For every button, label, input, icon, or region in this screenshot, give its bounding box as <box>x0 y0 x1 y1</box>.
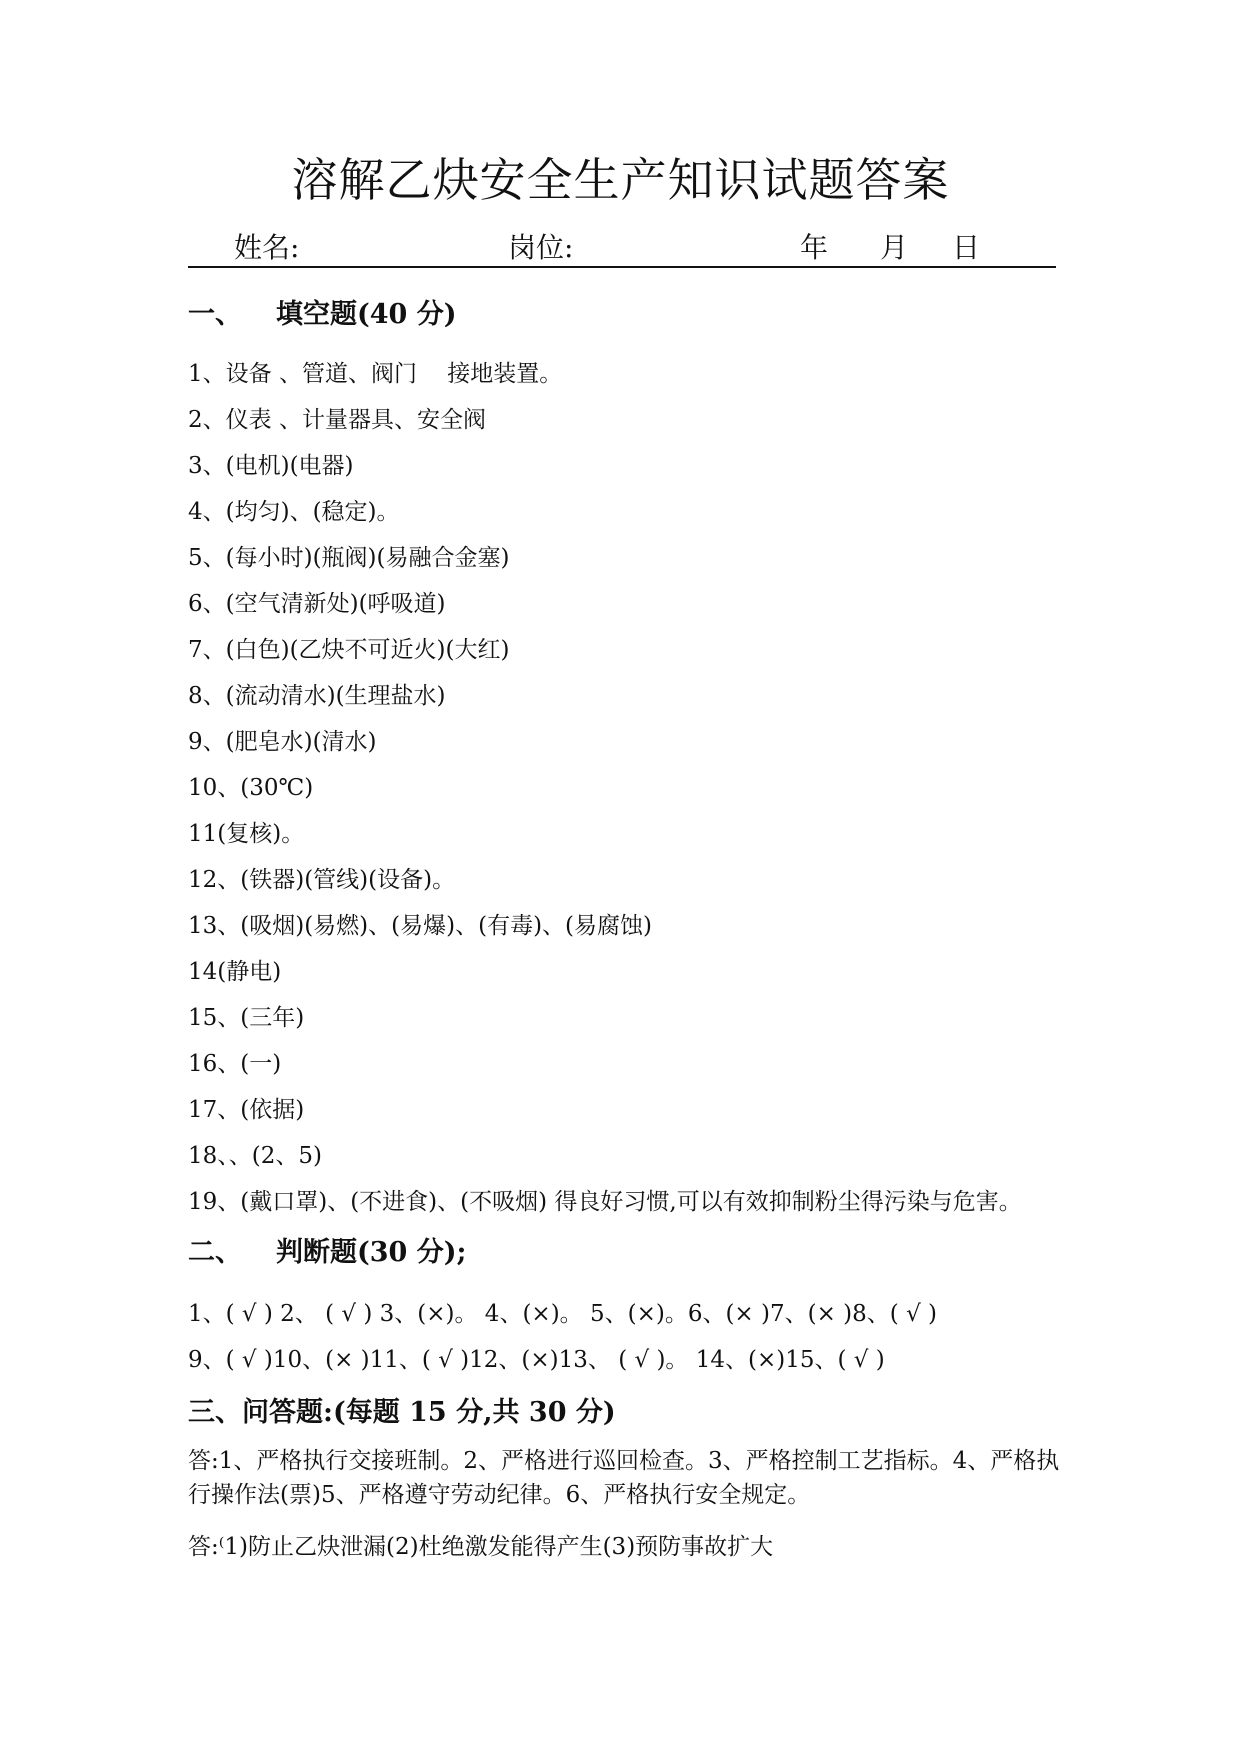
section2-heading <box>188 1236 467 1270</box>
list-item: 13、(吸烟)(易燃)、(易爆)、(有毒)、(易腐蚀) <box>188 913 652 939</box>
judgment-line: 9、( √ )10、(× )11、( √ )12、(×)13、 ( √ )。 14、(×)15、( √ ) <box>188 1347 885 1373</box>
section1-number: 一、 <box>188 299 242 330</box>
list-item: 12、(铁器)(管线)(设备)。 <box>188 867 456 893</box>
list-item: 19、(戴口罩)、(不进食)、(不吸烟) 得良好习惯,可以有效抑制粉尘得污染与危害。 <box>188 1189 1022 1215</box>
list-item: 7、(白色)(乙炔不可近火)(大红) <box>188 637 510 663</box>
info-line <box>188 232 1056 268</box>
list-item: 16、(一) <box>188 1051 282 1077</box>
list-item: 8、(流动清水)(生理盐水) <box>188 683 446 709</box>
page-title: 溶解乙炔安全生产知识试题答案 <box>291 153 950 207</box>
list-item: 17、(依据) <box>188 1097 305 1123</box>
section1-title: 填空题(40 分) <box>276 299 457 330</box>
list-item: 5、(每小时)(瓶阀)(易融合金塞) <box>188 545 510 571</box>
day-label: 日 <box>952 231 981 264</box>
list-item: 11(复核)。 <box>188 821 305 847</box>
list-item: 15、(三年) <box>188 1005 305 1031</box>
list-item: 4、(均匀)、(稳定)。 <box>188 499 400 525</box>
year-label: 年 <box>800 231 829 264</box>
list-item: 10、(30℃) <box>188 775 314 801</box>
section2-number: 二、 <box>188 1237 242 1268</box>
list-item: 3、(电机)(电器) <box>188 453 354 479</box>
judgment-line: 1、( √ ) 2、 ( √ ) 3、(×)。 4、(×)。 5、(×)。6、(× )7、(× )8、( √ ) <box>188 1301 938 1327</box>
list-item: 14(静电) <box>188 959 282 985</box>
answer-paragraph: 答:⁽1)防止乙炔泄漏(2)杜绝激发能得产生(3)预防事故扩大 <box>188 1534 774 1560</box>
name-label: 姓名: <box>234 231 300 264</box>
position-label: 岗位: <box>508 231 574 264</box>
list-item: 2、仪表 、计量器具、安全阀 <box>188 407 486 433</box>
answer-paragraph: 答:1、严格执行交接班制。2、严格进行巡回检查。3、严格控制工艺指标。4、严格执行操作法(票)5、严格遵守劳动纪律。6、严格执行安全规定。 <box>188 1448 1060 1508</box>
list-item: 6、(空气清新处)(呼吸道) <box>188 591 446 617</box>
list-item: 18、、(2、5) <box>188 1143 322 1169</box>
section3-heading: 三、问答题:(每题 15 分,共 30 分) <box>188 1397 616 1428</box>
month-label: 月 <box>880 231 909 264</box>
section1-heading <box>188 298 457 332</box>
list-item: 9、(肥皂水)(清水) <box>188 729 377 755</box>
list-item: 1、设备 、管道、阀门 接地装置。 <box>188 361 563 387</box>
section2-title: 判断题(30 分); <box>276 1237 467 1268</box>
